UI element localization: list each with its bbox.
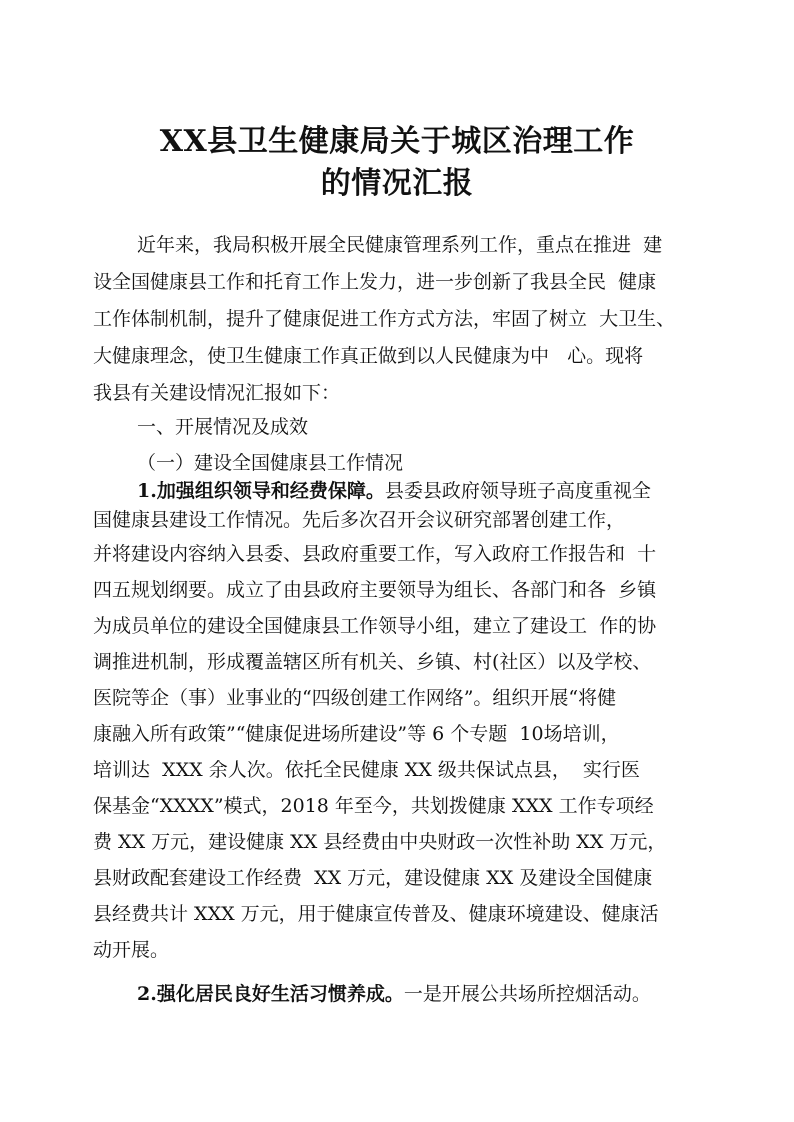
body-line: 为成员单位的建设全国健康县工作领导小组，建立了建设工 作的协 [93, 615, 657, 637]
intro-line: 近年来，我局积极开展全民健康管理系列工作，重点在推进 建 [137, 234, 663, 256]
item-2-text: 一是开展公共场所控烟活动。 [403, 983, 651, 1005]
body-line: 调推进机制，形成覆盖辖区所有机关、乡镇、村(社区）以及学校、 [93, 651, 652, 673]
body-line: 费 XX 万元，建设健康 XX 县经费由中央财政一次性补助 XX 万元， [93, 831, 667, 853]
item-1-heading: 1.加强组织领导和经费保障。 [137, 480, 385, 502]
intro-line: 大健康理念，使卫生健康工作真正做到以人民健康为中 心。现将 [93, 345, 644, 367]
body-line: 四五规划纲要。成立了由县政府主要领导为组长、各部门和各 乡镇 [93, 579, 657, 601]
subsection-heading: （一）建设全国健康县工作情况 [137, 452, 404, 474]
item-1-text: 县委县政府领导班子高度重视全 [384, 480, 651, 502]
body-line: 并将建设内容纳入县委、县政府重要工作，写入政府工作报告和 十 [93, 543, 657, 565]
body-line: 保基金“XXXX”模式，2018 年至今，共划拨健康 XXX 工作专项经 [93, 795, 654, 817]
intro-line: 设全国健康县工作和托育工作上发力，进一步创新了我县全民 健康 [93, 271, 657, 293]
item-2-heading: 2.强化居民良好生活习惯养成。 [137, 983, 404, 1005]
body-line: 医院等企（事）业事业的“四级创建工作网络”。组织开展“将健 [93, 687, 617, 709]
body-line: 培训达 XXX 余人次。依托全民健康 XX 级共保试点县， 实行医 [93, 759, 640, 781]
document-title-line-1: XX县卫生健康局关于城区治理工作 [159, 124, 635, 159]
document-title-line-2: 的情况汇报 [320, 166, 474, 201]
body-line: 国健康县建设工作情况。先后多次召开会议研究部署创建工作， [93, 509, 626, 531]
item-2-first-line [137, 982, 651, 1006]
section-heading: 一、开展情况及成效 [137, 416, 309, 438]
body-line: 县经费共计 XXX 万元，用于健康宣传普及、健康环境建设、健康活 [93, 903, 659, 925]
item-1-first-line [137, 479, 651, 503]
body-line: 县财政配套建设工作经费 XX 万元，建设健康 XX 及建设全国健康 [93, 867, 653, 889]
body-line: 康融入所有政策”“健康促进场所建设”等 6 个专题 10场培训， [93, 723, 620, 745]
intro-line: 我县有关建设情况汇报如下： [93, 382, 341, 404]
body-line: 动开展。 [93, 939, 170, 961]
intro-line: 工作体制机制，提升了健康促进工作方式方法，牢固了树立 大卫生、 [93, 308, 676, 330]
